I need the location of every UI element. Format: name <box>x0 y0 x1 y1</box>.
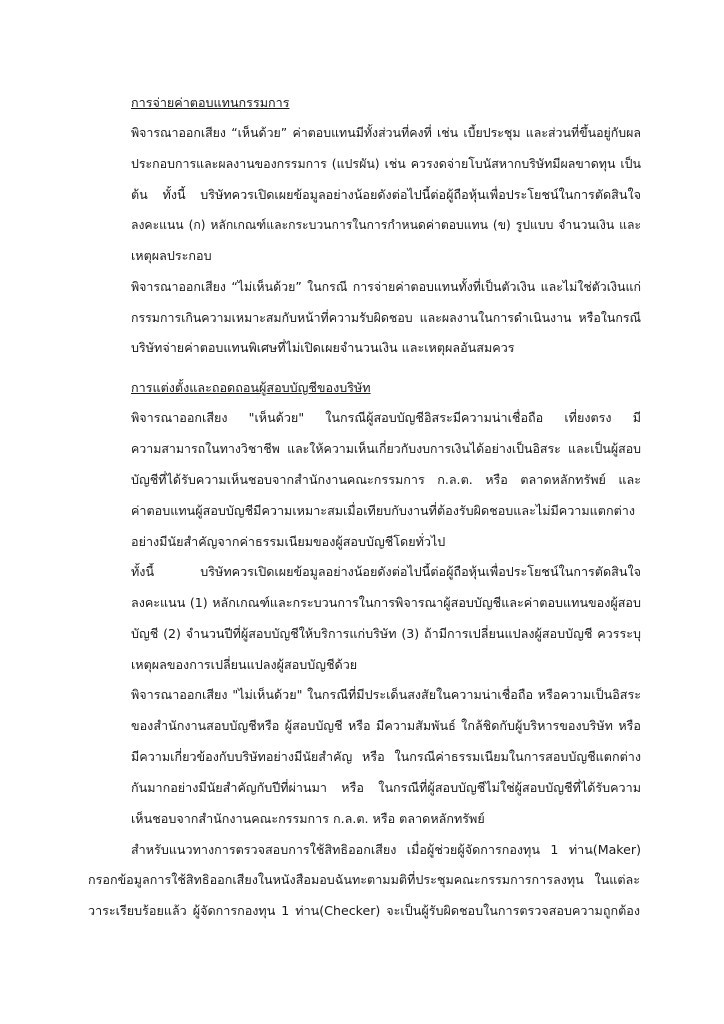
paragraph-line: บัญชี (2) จำนวนปีที่ผู้สอบบัญชีให้บริการแก่บริษัท (3) ถ้ามีการเปลี่ยนแปลงผู้สอบบัญชี ควรระบุ <box>131 626 641 641</box>
paragraph-line: ของสำนักงานสอบบัญชีหรือ ผู้สอบบัญชี หรือ มีความสัมพันธ์ ใกล้ชิดกับผู้บริหารของบริษัท หรือ <box>131 718 641 733</box>
paragraph-line: เหตุผลของการเปลี่ยนแปลงผู้สอบบัญชีด้วย <box>131 657 358 672</box>
paragraph-line: บัญชีที่ได้รับความเห็นชอบจากสำนักงานคณะกรรมการ ก.ล.ต. หรือ ตลาดหลักทรัพย์ และ <box>131 472 641 487</box>
section-heading-director-compensation: การจ่ายค่าตอบแทนกรรมการ <box>131 95 290 110</box>
paragraph-line: ลงคะแนน (ก) หลักเกณฑ์และกระบวนการในการกำหนดค่าตอบแทน (ข) รูปแบบ จำนวนเงิน และ <box>131 218 641 232</box>
paragraph-line: มีความเกี่ยวข้องกับบริษัทอย่างมีนัยสำคัญ หรือ ในกรณีค่าธรรมเนียมในการสอบบัญชีแตกต่าง <box>131 749 641 764</box>
paragraph-line: กรรมการเกินความเหมาะสมกับหน้าที่ความรับผิดชอบ และผลงานในการดำเนินงาน หรือในกรณี <box>131 310 641 325</box>
paragraph-line: เหตุผลประกอบ <box>131 248 212 263</box>
paragraph-line: กรอกข้อมูลการใช้สิทธิออกเสียงในหนังสือมอบฉันทะตามมติที่ประชุมคณะกรรมการการลงทุน ในแต่ละ <box>88 872 640 887</box>
paragraph-line: สำหรับแนวทางการตรวจสอบการใช้สิทธิออกเสียง เมื่อผู้ช่วยผู้จัดการกองทุน 1 ท่าน(Maker) <box>131 842 641 857</box>
paragraph-line: เห็นชอบจากสำนักงานคณะกรรมการ ก.ล.ต. หรือ ตลาดหลักทรัพย์ <box>131 811 485 826</box>
section-heading-auditor-appointment: การแต่งตั้งและถอดถอนผู้สอบบัญชีของบริษัท <box>131 380 371 395</box>
paragraph-line: ความสามารถในทางวิชาชีพ และให้ความเห็นเกี่ยวกับงบการเงินได้อย่างเป็นอิสระ และเป็นผู้สอบ <box>131 441 641 456</box>
paragraph-line: อย่างมีนัยสำคัญจากค่าธรรมเนียมของผู้สอบบัญชีโดยทั่วไป <box>131 534 446 549</box>
paragraph-line: พิจารณาออกเสียง “เห็นด้วย” ค่าตอบแทนมีทั้งส่วนที่คงที่ เช่น เบี้ยประชุม และส่วนที่ขึ้นอยู่กับผล <box>131 125 641 140</box>
paragraph-line: บริษัทจ่ายค่าตอบแทนพิเศษที่ไม่เปิดเผยจำนวนเงิน และเหตุผลอันสมควร <box>131 340 515 355</box>
paragraph-line: พิจารณาออกเสียง "ไม่เห็นด้วย" ในกรณีที่มีประเด็นสงสัยในความน่าเชื่อถือ หรือความเป็นอิสระ <box>131 687 641 702</box>
paragraph-line: กันมากอย่างมีนัยสำคัญกับปีที่ผ่านมา หรือ ในกรณีที่ผู้สอบบัญชีไม่ใช่ผู้สอบบัญชีที่ได้รับความ <box>131 780 641 795</box>
paragraph-line: พิจารณาออกเสียง "เห็นด้วย" ในกรณีผู้สอบบัญชีอิสระมีความน่าเชื่อถือ เที่ยงตรง มี <box>131 410 641 425</box>
paragraph-line: พิจารณาออกเสียง “ไม่เห็นด้วย” ในกรณี การจ่ายค่าตอบแทนทั้งที่เป็นตัวเงิน และไม่ใช่ตัวเงินแก่ <box>131 279 641 294</box>
paragraph-line: ทั้งนี้ บริษัทควรเปิดเผยข้อมูลอย่างน้อยดังต่อไปนี้ต่อผู้ถือหุ้นเพื่อประโยชน์ในการตัดสินใจ <box>131 564 641 579</box>
paragraph-line: ค่าตอบแทนผู้สอบบัญชีมีความเหมาะสมเมื่อเทียบกับงานที่ต้องรับผิดชอบและไม่มีความแตกต่าง <box>131 503 635 518</box>
paragraph-line: วาระเรียบร้อยแล้ว ผู้จัดการกองทุน 1 ท่าน(Checker) จะเป็นผู้รับผิดชอบในการตรวจสอบความถูกต้อง <box>88 903 640 918</box>
paragraph-line: ประกอบการและผลงานของกรรมการ (แปรผัน) เช่น ควรงดจ่ายโบนัสหากบริษัทมีผลขาดทุน เป็น <box>131 156 641 171</box>
paragraph-line: ลงคะแนน (1) หลักเกณฑ์และกระบวนการในการพิจารณาผู้สอบบัญชีและค่าตอบแทนของผู้สอบ <box>131 595 641 610</box>
paragraph-line: ต้น ทั้งนี้ บริษัทควรเปิดเผยข้อมูลอย่างน้อยดังต่อไปนี้ต่อผู้ถือหุ้นเพื่อประโยชน์ในการตัดสินใจ <box>131 187 641 202</box>
